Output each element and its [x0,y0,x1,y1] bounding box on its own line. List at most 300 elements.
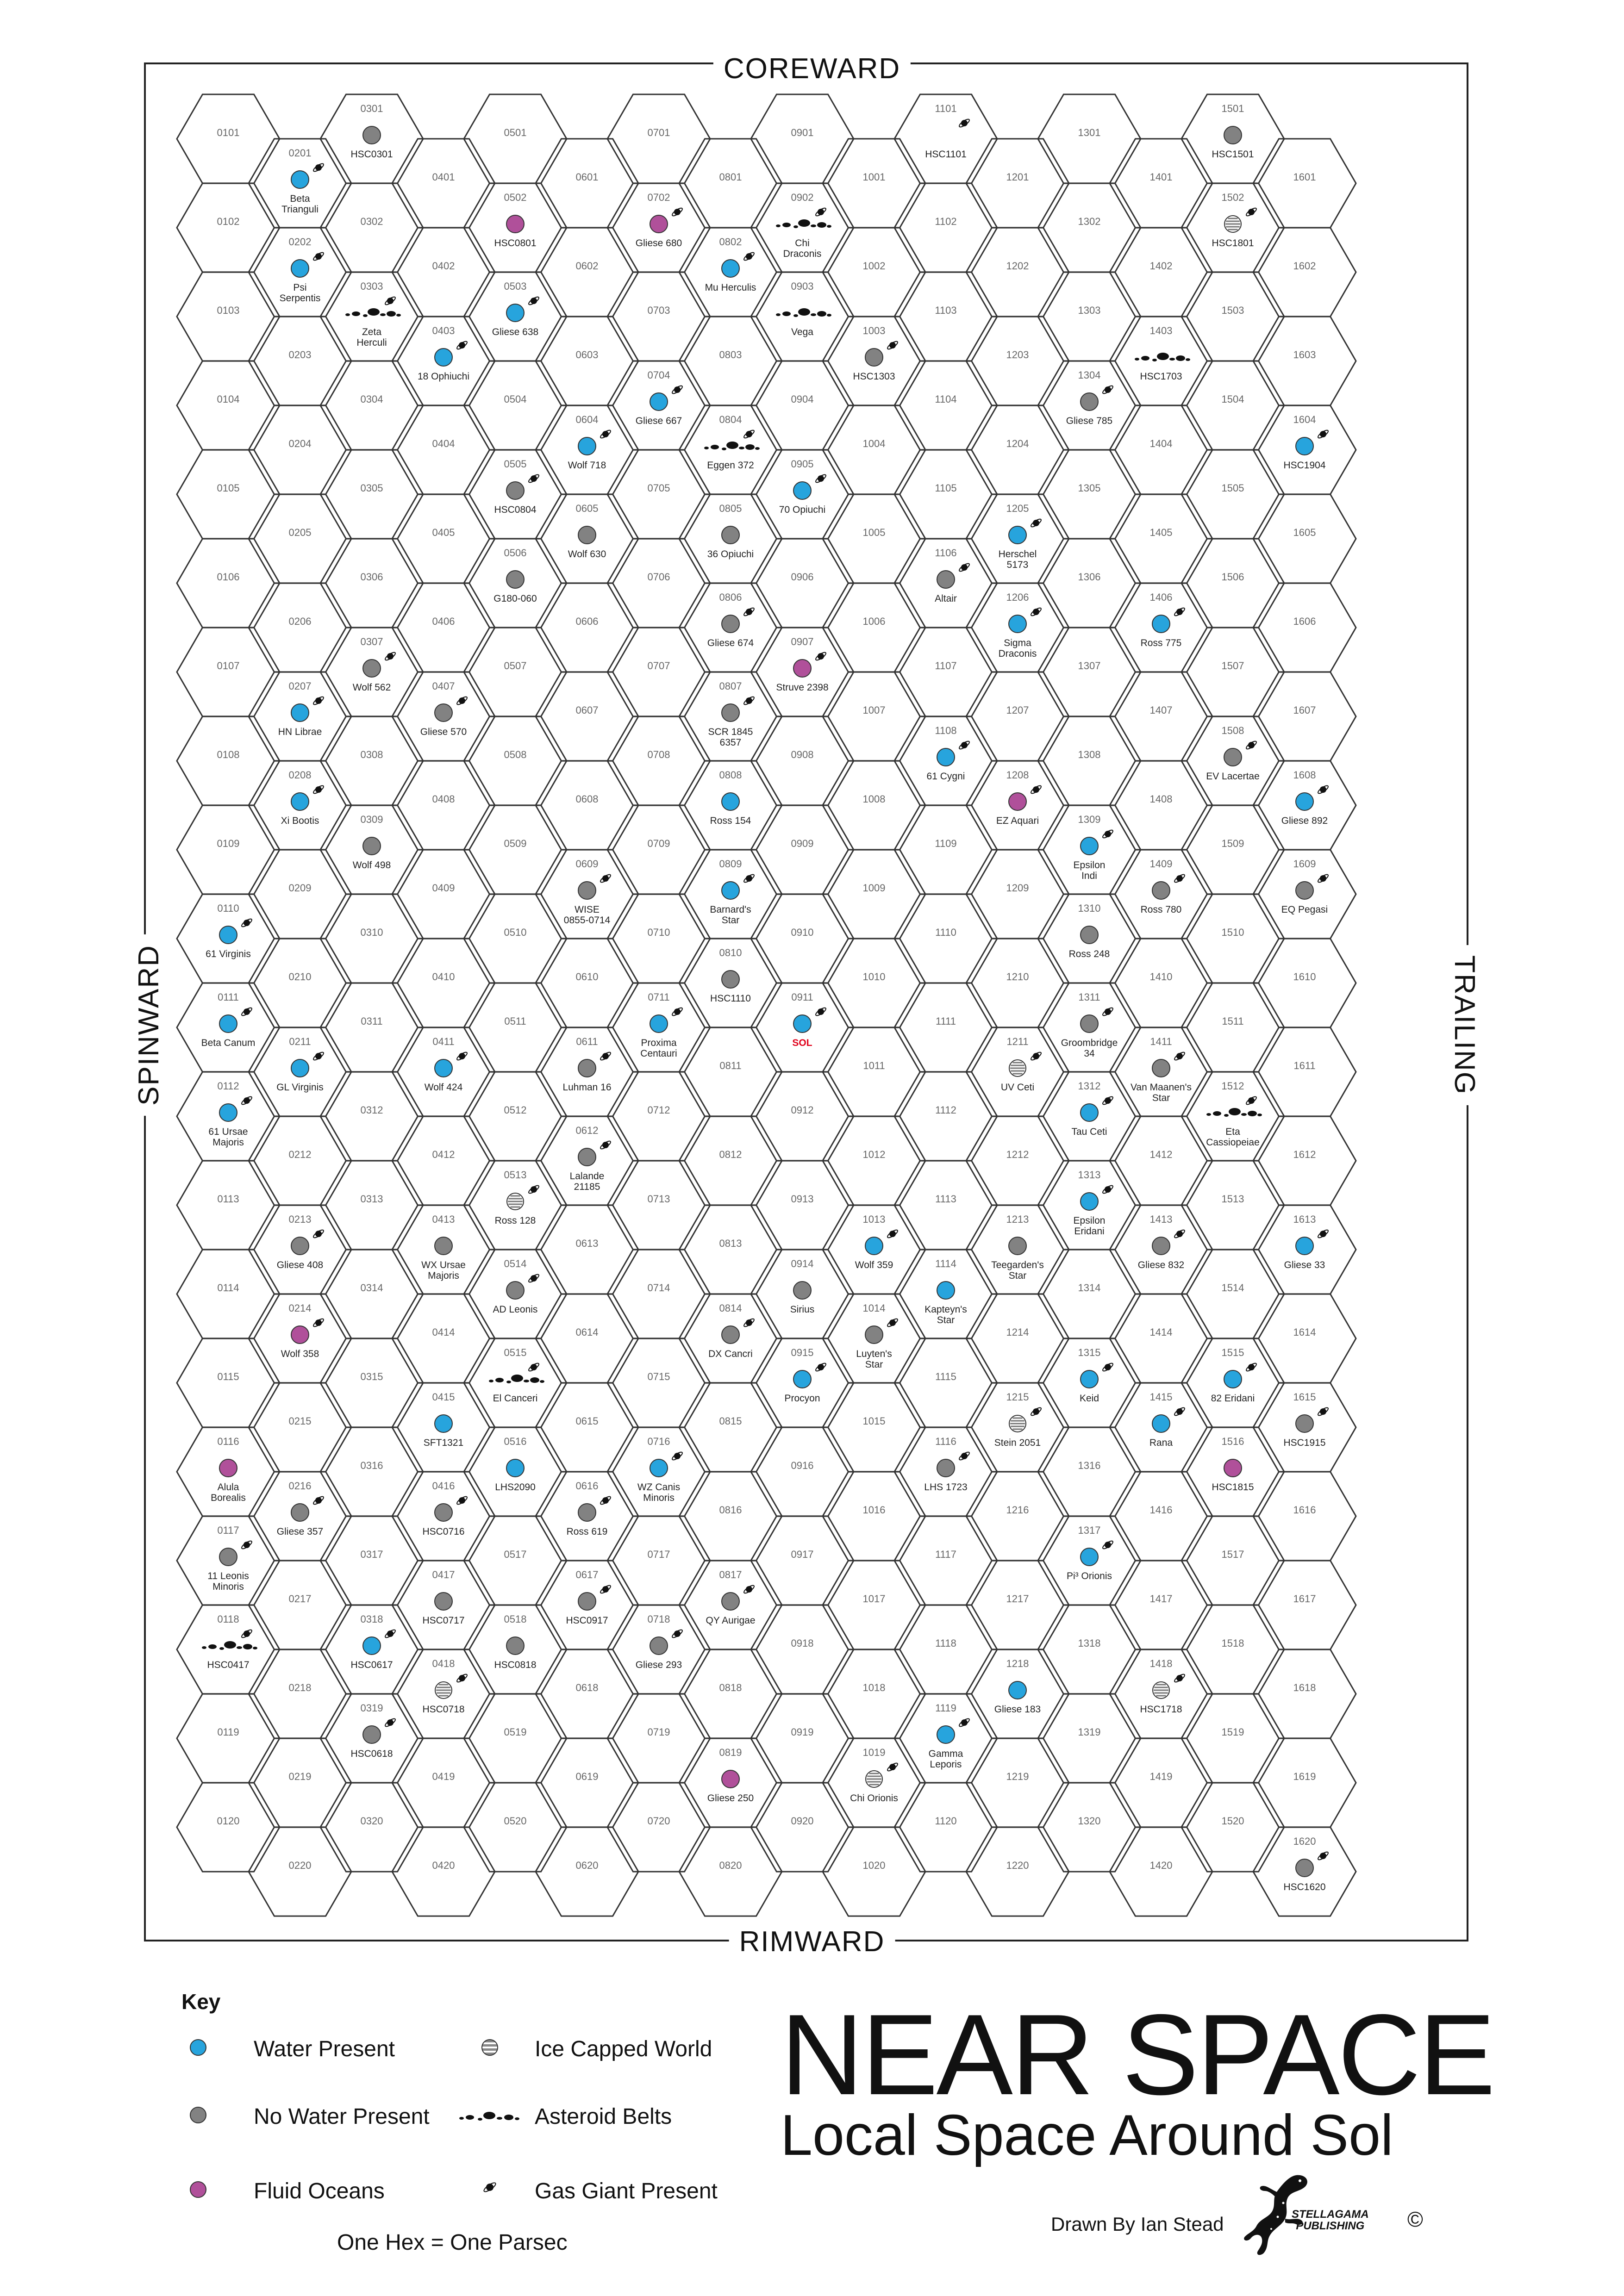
planet-icon [435,704,452,722]
star-system[interactable] [425,1050,469,1093]
star-system[interactable] [999,517,1043,570]
hex-number: 0814 [719,1302,742,1314]
gas-giant-icon [240,1539,253,1551]
hex-number: 1316 [1078,1460,1101,1471]
star-system[interactable] [424,1415,463,1448]
planet-icon [722,615,739,633]
planet-icon [506,1282,524,1299]
hex-number: 1013 [862,1213,886,1225]
hex-cell [607,628,710,716]
hex-number: 1220 [1006,1860,1029,1871]
star-system[interactable] [991,1237,1044,1281]
hex-cell [1181,539,1284,628]
star-system[interactable] [494,215,536,249]
hex-number: 0114 [217,1282,239,1294]
system-name: WISE 0855-0714 [563,904,611,926]
hex-number: 1606 [1293,616,1316,627]
hex-number: 0207 [288,680,312,692]
star-system[interactable] [207,1539,253,1592]
star-system[interactable] [418,339,469,382]
star-system[interactable] [1140,1672,1186,1715]
system-name: Sigma Draconis [998,638,1037,659]
planet-icon [291,704,309,722]
star-system[interactable] [636,384,684,426]
hex-number: 0917 [791,1549,814,1560]
hex-cell [894,805,997,894]
star-system[interactable] [784,1361,827,1404]
system-name: Gliese 250 [707,1793,754,1804]
hex-number: 0715 [647,1371,670,1382]
gas-giant-icon [670,1628,684,1640]
hex-number: 0219 [288,1771,312,1782]
star-system[interactable] [1283,1406,1330,1448]
system-name: HSC1501 [1212,149,1254,160]
star-system[interactable] [640,1006,684,1059]
star-system[interactable] [489,1361,544,1404]
star-system[interactable] [1283,428,1330,471]
hex-number: 1018 [862,1682,886,1693]
system-name: Epsilon Eridani [1073,1215,1106,1237]
hex-cell [464,805,567,894]
hex-number: 1106 [935,547,957,559]
hex-cell [536,1294,638,1383]
star-system[interactable] [353,837,391,871]
hex-number: 1412 [1149,1149,1173,1160]
hex-number: 0319 [360,1702,383,1714]
hex-cell [464,1516,567,1605]
hex-number: 1308 [1078,749,1101,760]
planet-icon [506,215,524,233]
star-system[interactable] [710,971,751,1004]
asteroid-belt-icon [776,219,831,228]
hex-cell [751,1161,854,1250]
star-system[interactable] [706,1583,756,1626]
planet-icon [722,793,739,810]
hex-number: 0920 [791,1815,814,1827]
hex-cell [1038,1605,1141,1694]
star-system[interactable] [1212,126,1254,160]
hex-number: 1313 [1078,1169,1101,1181]
planet-icon [578,1593,596,1610]
planet-icon [1081,837,1098,855]
hex-number: 0403 [432,325,455,336]
hex-cell [823,1472,925,1561]
system-name: Alula Borealis [211,1482,246,1503]
system-name: Pi³ Orionis [1066,1571,1112,1581]
gas-giant-icon [383,1628,397,1640]
planet-icon [291,1326,309,1344]
hex-number: 1215 [1006,1391,1029,1403]
hex-cell [249,1738,351,1827]
star-system[interactable] [495,1459,536,1493]
hex-number: 1619 [1293,1771,1316,1782]
star-system[interactable] [1141,872,1187,915]
star-system[interactable] [1131,1050,1192,1103]
hex-number: 0907 [791,636,814,647]
map-title: NEAR SPACE [781,1990,1494,2119]
hex-number: 0619 [575,1771,599,1782]
gas-giant-icon [312,1228,325,1240]
gas-giant-icon [312,1317,325,1329]
star-system[interactable] [776,206,831,259]
hex-number: 0506 [504,547,527,559]
hex-number: 0618 [575,1682,599,1693]
star-system[interactable] [206,917,253,959]
system-name: Barnard's Star [710,904,751,926]
star-system[interactable] [704,428,760,471]
hex-cell [1110,672,1212,761]
star-system[interactable] [564,872,612,926]
system-name: QY Aurigae [706,1615,756,1626]
hex-cell [536,317,638,405]
hex-number: 0413 [432,1213,455,1225]
star-system[interactable] [1074,828,1115,881]
hex-number: 1110 [935,927,956,938]
hex-number: 0702 [647,192,670,203]
star-system[interactable] [422,1593,464,1626]
system-name: Rana [1149,1437,1173,1448]
star-system[interactable] [996,784,1043,826]
star-system[interactable] [422,1672,468,1715]
system-name: Ross 128 [494,1215,536,1226]
star-system[interactable] [1061,1006,1118,1059]
system-name: GL Virginis [276,1082,324,1093]
hex-cell [320,361,423,450]
hex-cell [966,1561,1069,1649]
hex-cell [607,716,710,805]
hex-cell [894,1338,997,1427]
hex-cell [392,405,495,494]
gas-giant-icon [1101,828,1114,840]
hex-number: 0607 [575,704,599,716]
hex-cell [823,850,925,939]
star-system[interactable] [1071,1095,1114,1137]
gas-giant-icon [312,695,325,707]
hex-number: 0402 [432,260,455,272]
hex-number: 0308 [360,749,383,760]
star-system[interactable] [566,1583,612,1626]
star-system[interactable] [1211,1361,1258,1404]
system-name: Gliese 667 [635,416,682,426]
hex-number: 1214 [1006,1326,1029,1338]
planet-icon [291,793,309,810]
system-name: Zeta Herculi [356,327,387,348]
star-system[interactable] [570,1139,612,1192]
hex-cell [1181,1783,1284,1872]
hex-number: 1107 [935,660,957,672]
star-system[interactable] [708,1317,756,1359]
star-system[interactable] [850,1761,899,1804]
hex-number: 0620 [575,1860,599,1871]
star-system[interactable] [353,650,397,693]
hex-cell [464,1694,567,1783]
hex-cell [320,183,423,272]
hex-number: 1102 [935,216,957,227]
gas-giant-icon [527,473,540,485]
star-system[interactable] [636,1628,684,1670]
star-system[interactable] [707,1770,754,1804]
hex-number: 1217 [1006,1593,1029,1605]
gas-giant-icon [240,917,253,929]
hex-number: 0805 [719,503,742,514]
star-system[interactable] [281,162,325,215]
asteroid-belt-icon [489,1375,544,1383]
star-system[interactable] [201,1006,256,1048]
star-system[interactable] [935,561,971,604]
system-name: HSC1101 [925,149,967,160]
planet-icon [1009,1681,1026,1699]
star-system[interactable] [1080,1361,1115,1404]
star-system[interactable] [493,1272,541,1315]
hex-number: 1608 [1293,769,1316,781]
star-system[interactable] [1281,784,1330,826]
asteroid-belt-icon [1206,1108,1262,1117]
star-system[interactable] [999,606,1043,659]
hex-cell [607,1072,710,1161]
hex-cell [320,716,423,805]
gas-giant-icon [886,1761,899,1773]
hex-cell [1181,361,1284,450]
hex-number: 1616 [1293,1504,1316,1516]
planet-icon [363,660,381,677]
hex-cell [392,939,495,1027]
hex-cell [823,1027,925,1116]
star-system[interactable] [350,1628,397,1670]
hex-number: 0604 [575,414,599,425]
hex-cell [679,1027,782,1116]
hex-cell [392,850,495,939]
star-system[interactable] [1281,872,1330,915]
planet-icon [506,1459,524,1477]
hex-number: 1607 [1293,704,1316,716]
star-system[interactable] [1069,926,1110,959]
planet-icon [1224,748,1242,766]
star-system[interactable] [1149,1406,1187,1448]
publisher-line2: PUBLISHING [1296,2220,1365,2233]
credit-text: Drawn By Ian Stead [1051,2213,1224,2235]
hex-cell [966,228,1069,317]
star-system[interactable] [422,1494,468,1537]
hex-number: 0318 [360,1613,383,1625]
star-system[interactable] [493,571,537,604]
star-system[interactable] [1001,1050,1043,1093]
hex-number: 0115 [217,1371,239,1382]
hex-cell [1110,228,1212,317]
system-name: HSC0618 [350,1748,393,1759]
hex-cell [894,628,997,716]
star-system[interactable] [710,872,756,926]
star-system[interactable] [276,1050,325,1093]
system-name: SCR 1845 6357 [708,727,753,748]
system-name: HSC1904 [1283,460,1326,471]
hex-number: 1610 [1293,971,1316,983]
planet-icon [722,704,739,722]
key-ice-label: Ice Capped World [535,2037,712,2061]
gas-giant-icon [742,428,756,440]
star-system[interactable] [1212,206,1258,249]
star-system[interactable] [421,1237,466,1281]
hex-number: 1301 [1078,127,1101,138]
star-system[interactable] [853,339,899,382]
star-system[interactable] [1135,353,1190,382]
direction-trailing: TRAILING [1450,945,1479,1105]
hex-cell [249,939,351,1027]
star-system[interactable] [855,1228,899,1270]
star-system[interactable] [790,1282,815,1315]
star-system[interactable] [420,695,469,737]
star-system[interactable] [350,1717,397,1759]
star-system[interactable] [705,250,756,293]
system-name: SOL [792,1038,812,1048]
star-system[interactable] [1206,739,1260,782]
hex-number: 0902 [791,192,814,203]
planet-icon [1224,1459,1242,1477]
star-system[interactable] [708,695,756,748]
gas-giant-icon [312,162,325,174]
hex-number: 0701 [647,127,670,138]
planet-icon [291,1504,309,1521]
star-system[interactable] [277,1228,325,1270]
hex-cell [823,761,925,850]
star-system[interactable] [281,1317,325,1359]
star-system[interactable] [281,784,325,826]
system-name: Gliese 183 [994,1704,1041,1715]
star-system[interactable] [495,1183,541,1226]
planet-icon [363,1637,381,1655]
star-system[interactable] [1067,1539,1115,1581]
star-system[interactable] [1066,384,1115,426]
star-system[interactable] [924,1450,971,1493]
star-system[interactable] [1074,1183,1115,1237]
hex-number: 0409 [432,882,455,894]
star-system[interactable] [350,126,393,160]
gas-giant-icon [481,2179,498,2196]
hex-number: 0517 [504,1549,527,1560]
planet-icon [722,1593,739,1610]
hex-labels [217,103,1316,1871]
hex-cell [823,139,925,228]
hex-cell [1253,139,1356,228]
hex-number: 0913 [791,1193,814,1205]
star-system[interactable] [1138,1228,1187,1270]
gas-giant-icon [599,1139,612,1151]
hex-number: 1201 [1006,171,1029,183]
star-system[interactable] [994,1681,1041,1715]
hex-cell [392,139,495,228]
star-system[interactable] [707,606,756,648]
star-system[interactable] [568,428,612,471]
gas-giant-icon [1316,872,1330,884]
hex-number: 1604 [1293,414,1316,425]
star-system[interactable] [924,1282,967,1325]
star-system[interactable] [779,473,828,515]
star-system[interactable] [1206,1095,1262,1148]
hex-number: 1516 [1221,1436,1244,1447]
star-system[interactable] [492,295,541,337]
star-system[interactable] [776,308,831,337]
gas-giant-icon [240,1095,253,1107]
star-system[interactable] [929,1717,971,1770]
system-name: Mu Herculis [705,282,756,293]
hex-cell [1181,450,1284,539]
star-system[interactable] [202,1628,257,1670]
star-system[interactable] [707,526,754,560]
system-name: Gamma Leporis [928,1748,963,1770]
star-system[interactable] [1141,606,1187,648]
star-system[interactable] [792,1006,827,1048]
system-name: Wolf 358 [281,1349,319,1359]
star-system[interactable] [278,695,325,737]
planet-icon [1009,615,1026,633]
star-system[interactable] [494,1637,536,1670]
hex-number: 1109 [935,838,957,849]
star-system[interactable] [1212,1459,1254,1493]
ice-capped-icon [1009,1060,1026,1076]
system-name: Ross 619 [566,1526,608,1537]
key-title: Key [181,1990,221,2014]
system-name: Keid [1079,1393,1099,1404]
hex-number: 0307 [360,636,383,647]
star-system[interactable] [994,1406,1043,1448]
hex-number: 1219 [1006,1771,1029,1782]
star-system[interactable] [1284,1228,1330,1270]
system-name: LHS2090 [495,1482,536,1493]
star-system[interactable] [710,793,751,826]
system-name: Gliese 638 [492,327,539,337]
system-name: 61 Cygni [926,771,965,782]
hex-cell [607,539,710,628]
hex-cell [894,1516,997,1605]
star-system[interactable] [568,526,606,560]
star-system[interactable] [1283,1850,1330,1892]
star-system[interactable] [345,295,401,348]
hex-cell [177,1694,280,1783]
star-system[interactable] [925,117,971,160]
system-name: Lalande 21185 [569,1171,605,1192]
hex-cell [249,1116,351,1205]
hex-cell [392,761,495,850]
star-system[interactable] [927,739,971,782]
star-system[interactable] [277,1494,325,1537]
hex-number: 0211 [289,1036,311,1047]
planet-icon [219,1015,237,1033]
hex-number: 0106 [217,571,240,583]
hex-number: 1003 [862,325,886,336]
star-system[interactable] [856,1317,899,1370]
planet-icon [722,971,739,988]
hex-cell [536,939,638,1027]
hex-cell [894,1783,997,1872]
hex-cell [823,1827,925,1916]
gas-giant-icon [383,650,397,662]
star-system[interactable] [562,1050,612,1093]
planet-icon [1152,615,1170,633]
hex-number: 0806 [719,591,742,603]
star-system[interactable] [494,473,540,515]
gas-giant-icon [455,1672,468,1684]
star-system[interactable] [280,250,325,304]
system-name: 18 Ophiuchi [417,371,470,382]
hex-number: 1305 [1078,482,1101,494]
star-system[interactable] [567,1494,612,1537]
star-system[interactable] [776,650,828,693]
star-system[interactable] [636,206,684,249]
star-system[interactable] [211,1459,246,1503]
planet-icon [722,260,739,277]
star-system[interactable] [637,1450,684,1503]
star-system[interactable] [208,1095,253,1148]
hex-number: 0416 [432,1480,455,1492]
